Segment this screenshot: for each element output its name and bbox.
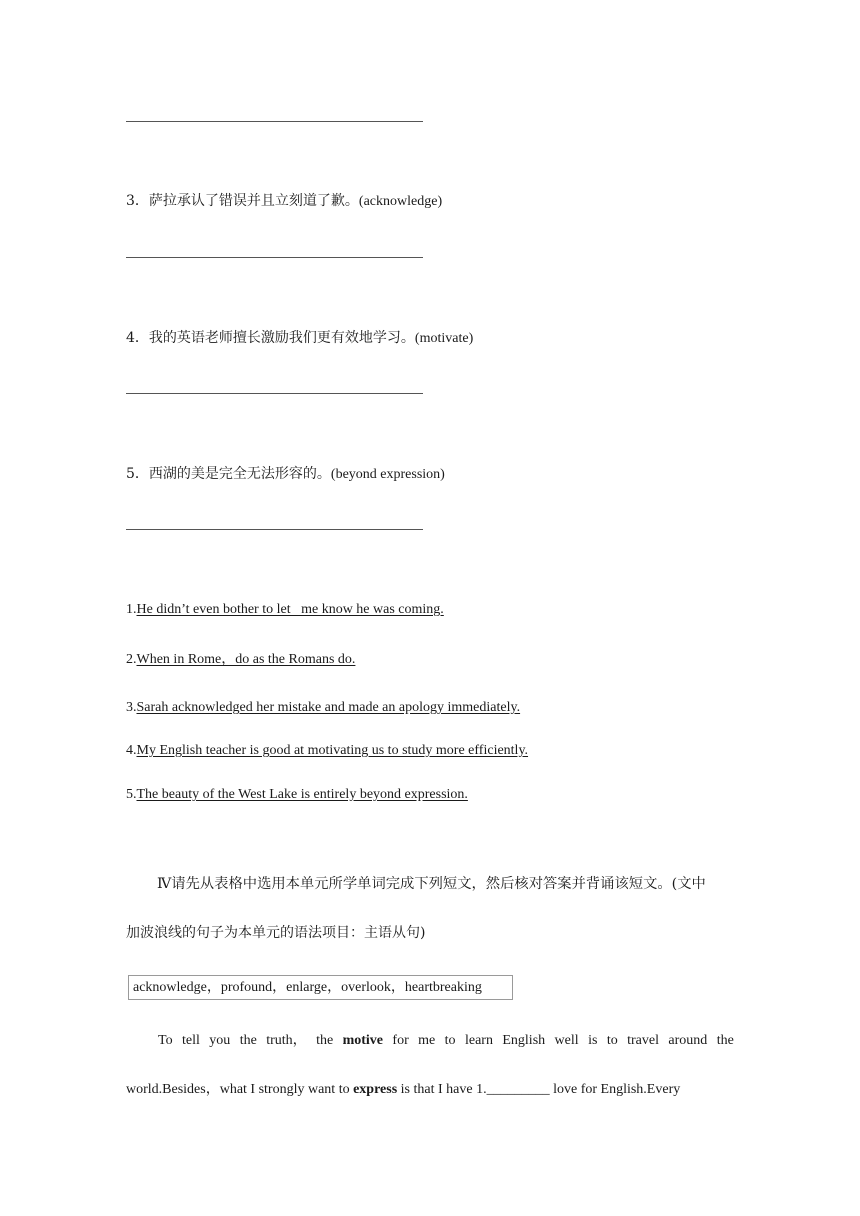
question-text: 我的英语老师擅长激励我们更有效地学习。 (148, 330, 415, 346)
passage-word: to (444, 1033, 456, 1048)
answer-number: 1. (126, 602, 137, 617)
passage-line-2 (126, 1080, 734, 1100)
passage-word: travel (627, 1033, 659, 1048)
passage-word: is (588, 1033, 598, 1048)
answer-line (126, 529, 423, 530)
passage-word: truth， (266, 1033, 307, 1048)
passage-word: the (239, 1033, 257, 1048)
answer-text: Sarah acknowledged her mistake and made an apology immediately. (136, 700, 521, 715)
passage-word: the (316, 1033, 334, 1048)
question-5 (126, 464, 445, 485)
passage-word: English (502, 1033, 546, 1048)
answer-4 (126, 741, 528, 761)
answer-text: The beauty of the West Lake is entirely beyond expression. (136, 787, 468, 802)
passage-word: you (209, 1033, 231, 1048)
question-text: 西湖的美是完全无法形容的。 (148, 466, 331, 482)
answer-3 (126, 698, 520, 718)
passage-word: tell (181, 1033, 200, 1048)
question-hint: (beyond expression) (330, 467, 445, 482)
passage-word: To (158, 1033, 173, 1048)
answer-line (126, 257, 423, 258)
answer-number: 3. (126, 700, 137, 715)
passage-text: is that I have 1. (397, 1082, 487, 1097)
passage-text: world.Besides，what I strongly want to (126, 1082, 354, 1097)
answer-number: 2. (126, 652, 137, 667)
question-number: 4． (126, 330, 149, 346)
question-number: 5． (126, 466, 149, 482)
answer-1 (126, 600, 444, 620)
section-4-instruction-line1: Ⅳ请先从表格中选用本单元所学单词完成下列短文，然后核对答案并背诵该短文。(文中 (157, 876, 706, 892)
answer-text: My English teacher is good at motivating us to study more efficiently. (136, 743, 529, 758)
passage-word: for (392, 1033, 409, 1048)
question-hint: (acknowledge) (358, 194, 443, 209)
passage-word: well (554, 1033, 579, 1048)
answer-text: He didn’t even bother to let me know he was coming. (136, 602, 444, 617)
answer-line (126, 121, 423, 122)
answer-number: 4. (126, 743, 137, 758)
word-bank-box (128, 975, 513, 1000)
answer-text: When in Rome，do as the Romans do. (136, 652, 356, 667)
passage-word: learn (464, 1033, 493, 1048)
keyword-motive: motive (342, 1033, 384, 1048)
answer-line (126, 393, 423, 394)
question-hint: (motivate) (414, 331, 474, 346)
answer-5 (126, 785, 468, 805)
passage-word: the (716, 1033, 734, 1048)
passage-word: around (668, 1033, 708, 1048)
section-4-instruction-line2: 加波浪线的句子为本单元的语法项目：主语从句) (126, 925, 426, 941)
passage-word: to (606, 1033, 618, 1048)
answer-number: 5. (126, 787, 137, 802)
answer-2 (126, 650, 355, 670)
keyword-express: express (353, 1082, 398, 1097)
passage-line-1 (126, 1031, 734, 1051)
passage-word: me (418, 1033, 436, 1048)
word-bank-text: acknowledge，profound，enlarge，overlook，heartbreaking (133, 980, 482, 995)
question-text: 萨拉承认了错误并且立刻道了歉。 (148, 193, 359, 209)
question-3 (126, 191, 442, 212)
question-4 (126, 328, 473, 349)
passage-text: love for English.Every (549, 1082, 681, 1097)
blank-1[interactable]: _________ (486, 1082, 550, 1097)
question-number: 3． (126, 193, 149, 209)
